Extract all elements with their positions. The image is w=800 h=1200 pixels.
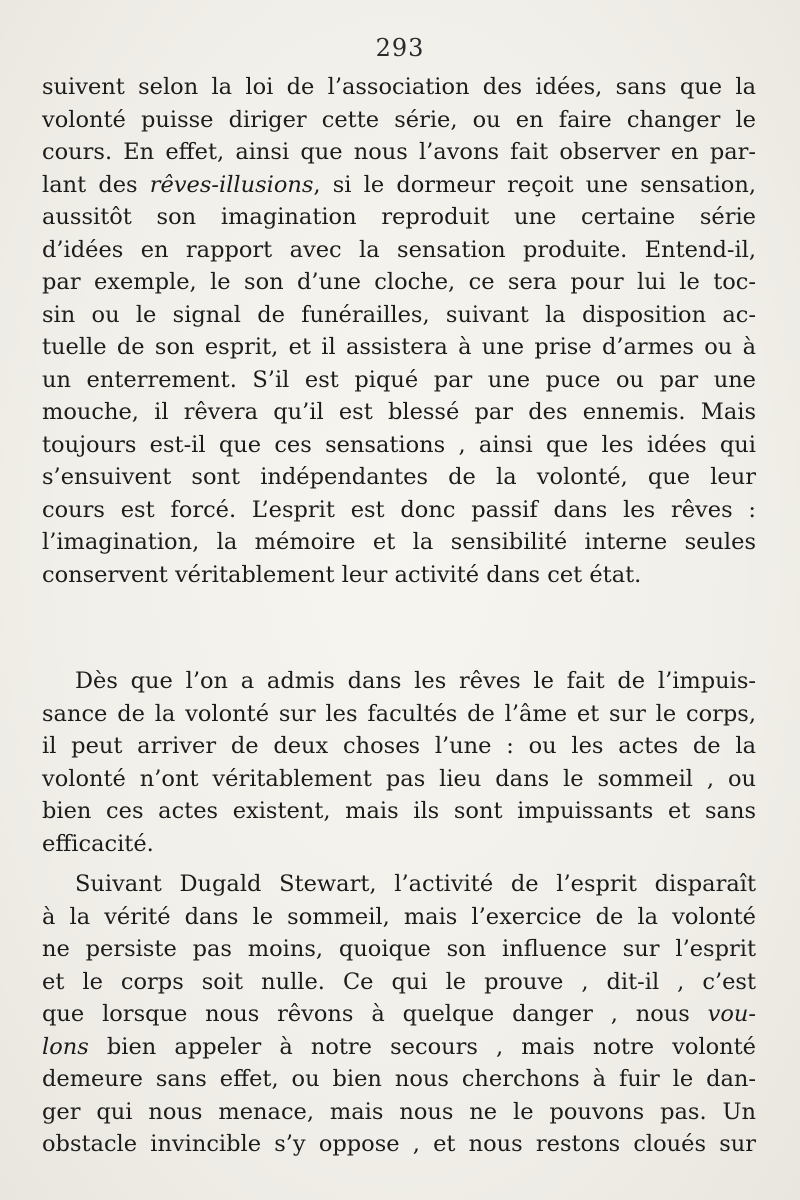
text-line: mouche, il rêvera qu’il est blessé par des ennemis. Mais	[42, 399, 756, 425]
text-line-with-italic: que lorsque nous rêvons à quelque danger , nous vou-	[42, 1001, 756, 1027]
text-block-bottom	[42, 665, 756, 1161]
text-line: l’imagination, la mémoire et la sensibilité interne seules	[42, 529, 756, 555]
text-block-top	[42, 71, 756, 591]
italic-word: rêves-illusions	[149, 171, 314, 198]
text-line: ne persiste pas moins, quoique son influence sur l’esprit	[42, 936, 756, 962]
text-line: ger qui nous menace, mais nous ne le pouvons pas. Un	[42, 1098, 756, 1125]
text-line: d’idées en rapport avec la sensation produite. Entend-il,	[42, 236, 756, 263]
text-line: demeure sans effet, ou bien nous cherchons à fuir le dan-	[42, 1066, 756, 1092]
text-line-with-italic: lons bien appeler à notre secours , mais notre volonté	[42, 1033, 756, 1060]
paragraph-2	[42, 665, 756, 860]
text-line: toujours est-il que ces sensations , ainsi que les idées qui	[42, 431, 756, 458]
text-line: obstacle invincible s’y oppose , et nous restons cloués sur	[42, 1131, 756, 1157]
text-line: s’ensuivent sont indépendantes de la volonté, que leur	[42, 464, 756, 490]
text-line: volonté puisse diriger cette série, ou en faire changer le	[42, 106, 756, 133]
text-line: volonté n’ont véritablement pas lieu dans le sommeil , ou	[42, 765, 756, 792]
text-line: sin ou le signal de funérailles, suivant la disposition ac-	[42, 301, 756, 328]
italic-word: vou-	[707, 1001, 756, 1027]
text-line: aussitôt son imagination reproduit une certaine série	[42, 204, 756, 230]
text-line: cours. En effet, ainsi que nous l’avons fait observer en par-	[42, 139, 756, 165]
text-line: Suivant Dugald Stewart, l’activité de l’esprit disparaît	[75, 871, 756, 897]
text-line: efficacité.	[42, 830, 154, 857]
text-line: bien ces actes existent, mais ils sont impuissants et sans	[42, 798, 756, 824]
text-line: cours est forcé. L’esprit est donc passif dans les rêves :	[42, 496, 756, 523]
text-line: il peut arriver de deux choses l’une : ou les actes de la	[42, 733, 756, 759]
text-line: sance de la volonté sur les facultés de l’âme et sur le corps,	[42, 700, 756, 727]
text-line: suivent selon la loi de l’association des idées, sans que la	[42, 74, 756, 100]
text-line: conservent véritablement leur activité dans cet état.	[42, 561, 642, 588]
text-line: un enterrement. S’il est piqué par une puce ou par une	[42, 366, 756, 393]
italic-word: lons	[42, 1033, 89, 1060]
text-line: tuelle de son esprit, et il assistera à une prise d’armes ou à	[42, 334, 756, 360]
text-line: par exemple, le son d’une cloche, ce sera pour lui le toc-	[42, 269, 756, 295]
page-number: 293	[375, 34, 425, 62]
text-line: et le corps soit nulle. Ce qui le prouve , dit-il , c’est	[42, 968, 756, 995]
paragraph-1	[42, 71, 756, 591]
text-line-with-italic: lant des rêves-illusions, si le dormeur reçoit une sensation,	[42, 171, 756, 198]
paragraph-3	[42, 868, 756, 1161]
text-line: Dès que l’on a admis dans les rêves le fait de l’impuis-	[75, 668, 756, 694]
text-line: à la vérité dans le sommeil, mais l’exercice de la volonté	[42, 903, 756, 930]
